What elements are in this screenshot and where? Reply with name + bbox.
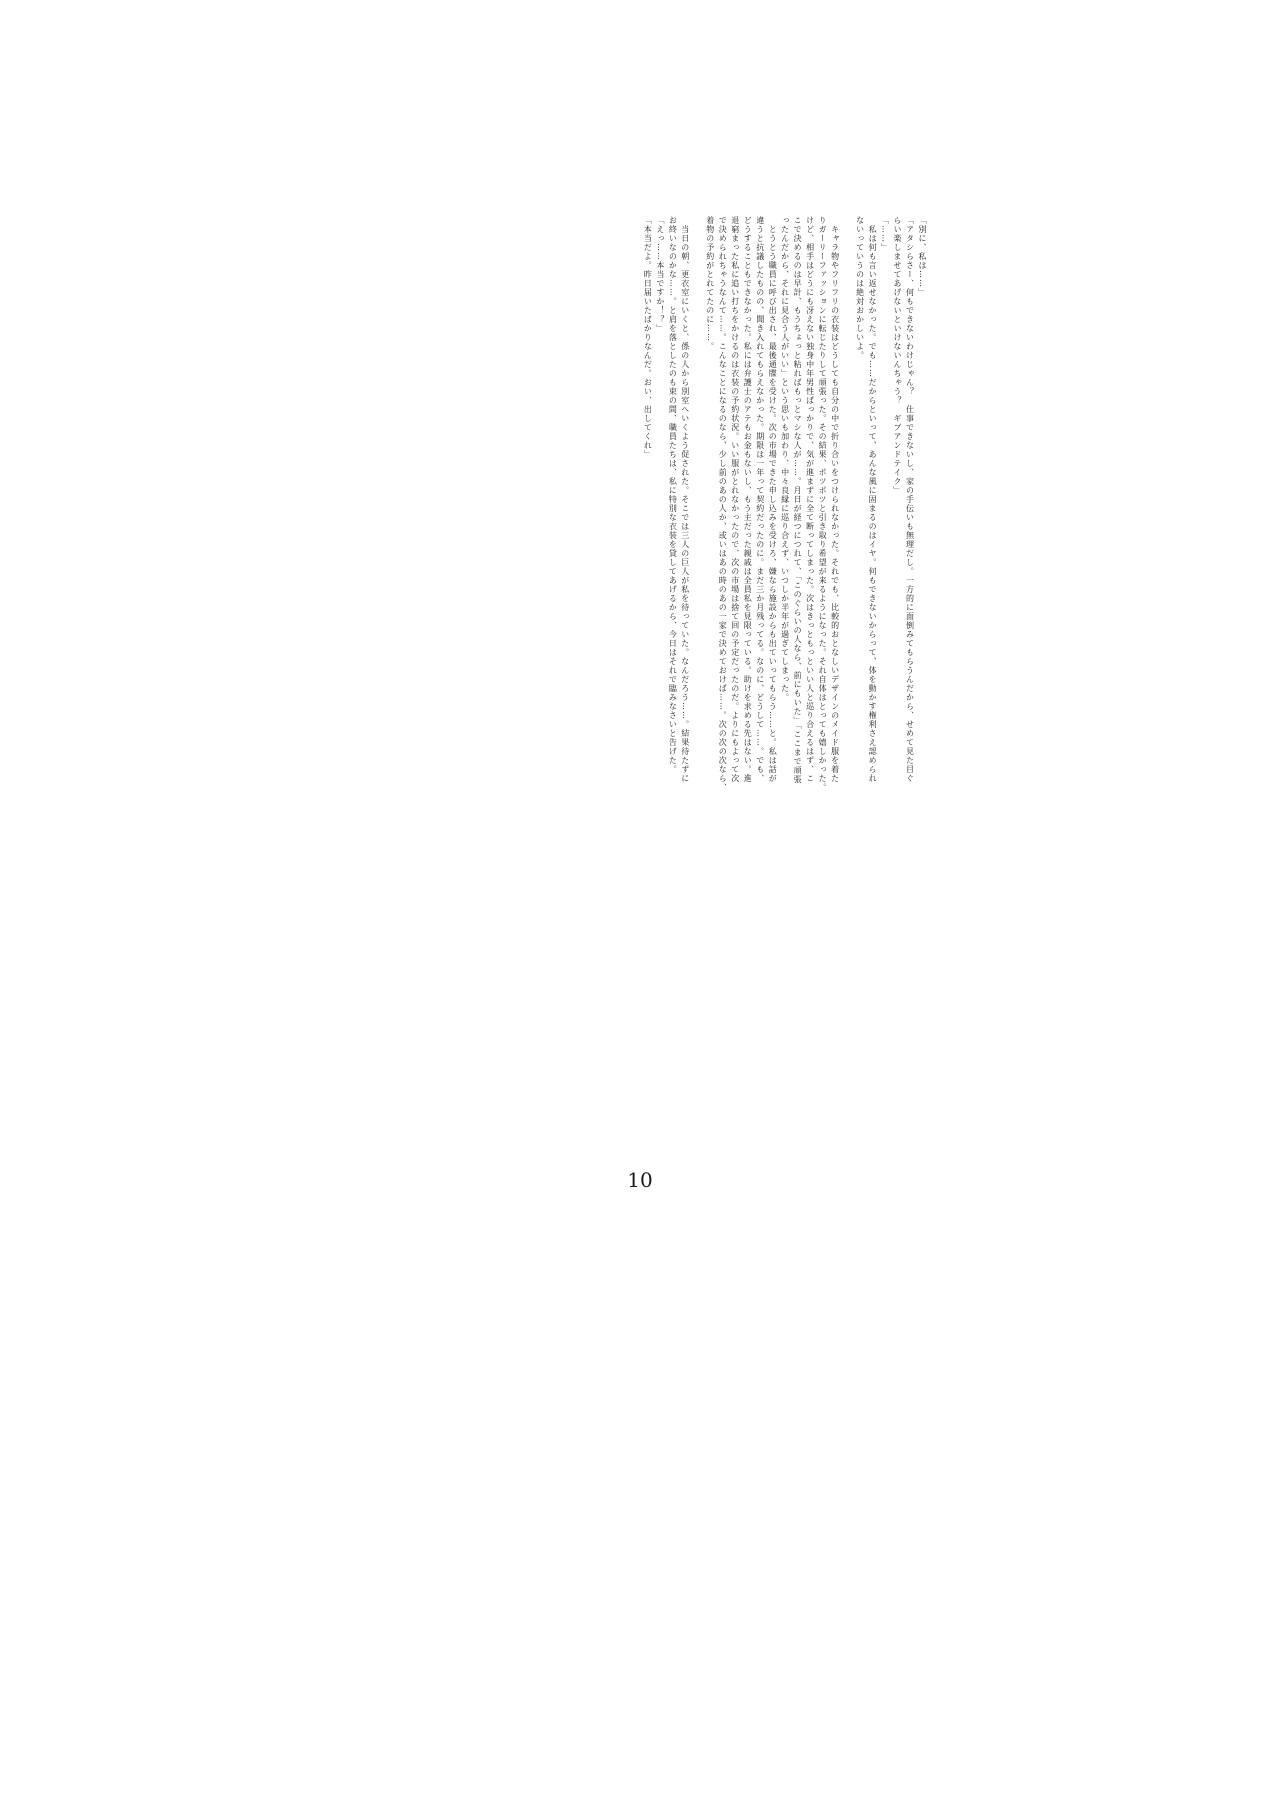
- text-line: 着物の予約がとれてたのに……。: [705, 216, 715, 351]
- text-line: らい楽しませてあげないといけないんちゃう？ ギブアンドテイク」: [893, 216, 903, 495]
- text-line: で決められちゃうなんて……。こんなことになるのなら、少し前のあの人か、或いはあの時のあの一家で決めておけば……。次の次の次なら、: [718, 216, 728, 792]
- text-line: ったんだから、それに見合う人がいい」という思いも加わり、中々良縁に巡り合えず、いつしか半年が過ぎてしまった。: [780, 216, 790, 702]
- text-line: けど、相手はどうにも冴えない独身中年男性ばっかりで、気が進まずに全て断ってしまった。次はきっともっといい人と巡り合えるはず、こ: [805, 216, 815, 783]
- text-line: ないっていうのは絶対おかしいよ。: [855, 216, 865, 360]
- text-line: 退窮まった私に追い打ちをかけるのは衣装の予約状況。いい服がとれなかったので、次の市場は捨て回の予定だったのだ。よりにもよって次: [730, 216, 740, 783]
- text-line: 「……」: [880, 216, 890, 252]
- text-line: 違うと抗議したものの、聞き入れてもらえなかった。期限は一年って契約だったのに。まだ三か月残ってる。なのに、どうして……。でも、: [755, 216, 765, 783]
- text-line: 「別に、私は……」: [918, 216, 927, 297]
- text-line: キャラ物やフリフリの衣装はどうしても自分の中で折り合いをつけられなかった。それでも、比較的おとなしいデザインのメイド服を着た: [830, 216, 840, 783]
- text-line: 「えっ……本当ですか！？」: [655, 216, 665, 333]
- vertical-text-body: [28, 216, 928, 816]
- text-line: こで決めるのは早計、もうちょっと粘ればもっとマシな人が……。月日が経つにつれて、「このぐらいの人なら、前にもいた」「ここまで頑張: [793, 216, 803, 784]
- text-line: 私は何も言い返せなかった。でも……だからといって、あんな風に固まるのはイヤ。何もできないからって、体を動かす権利さえ認められ: [868, 216, 878, 783]
- text-line: 「アタシらさー、何もできないわけじゃん？ 仕事できないし、家の手伝いも無理だし。一方的に面倒みてもらうんだから、せめて見た目ぐ: [905, 216, 915, 783]
- text-line: 「本当だよ。昨日届いたばかりなんだ。おい、出してくれ」: [643, 216, 653, 459]
- blank-line: [841, 216, 853, 816]
- text-line: とうとう職員に呼び出され、最後通牒を受けた。次の市場できた申し込みを受けろ、嫌なら施設からも出ていってもらう……と。私は話が: [768, 216, 778, 783]
- text-line: りガーリーファッションに転じたりして頑張った。その結果、ポツポツと引き取り希望が来るようになった。それ自体はとっても嬉しかった。: [818, 216, 828, 792]
- text-line: どうすることもできなかった。私には弁護士のアテもお金もないし、もう主だった親戚は全員私を見限っている。助けを求める先はない。進: [743, 216, 753, 783]
- text-line: お終いなのかな……。と肩を落としたのも束の間、職員たちは、私に特別な衣装を貸してあげるから、今日はそれで臨みなさいと告げた。: [668, 216, 678, 774]
- page-number: 10: [627, 1168, 653, 1192]
- text-line: 当日の朝、更衣室にいくと、係の人から別室へいくよう促された。そこでは三人の巨人が私を待っていた。なんだろう……。結果待たずに: [680, 216, 690, 783]
- blank-line: [691, 216, 703, 816]
